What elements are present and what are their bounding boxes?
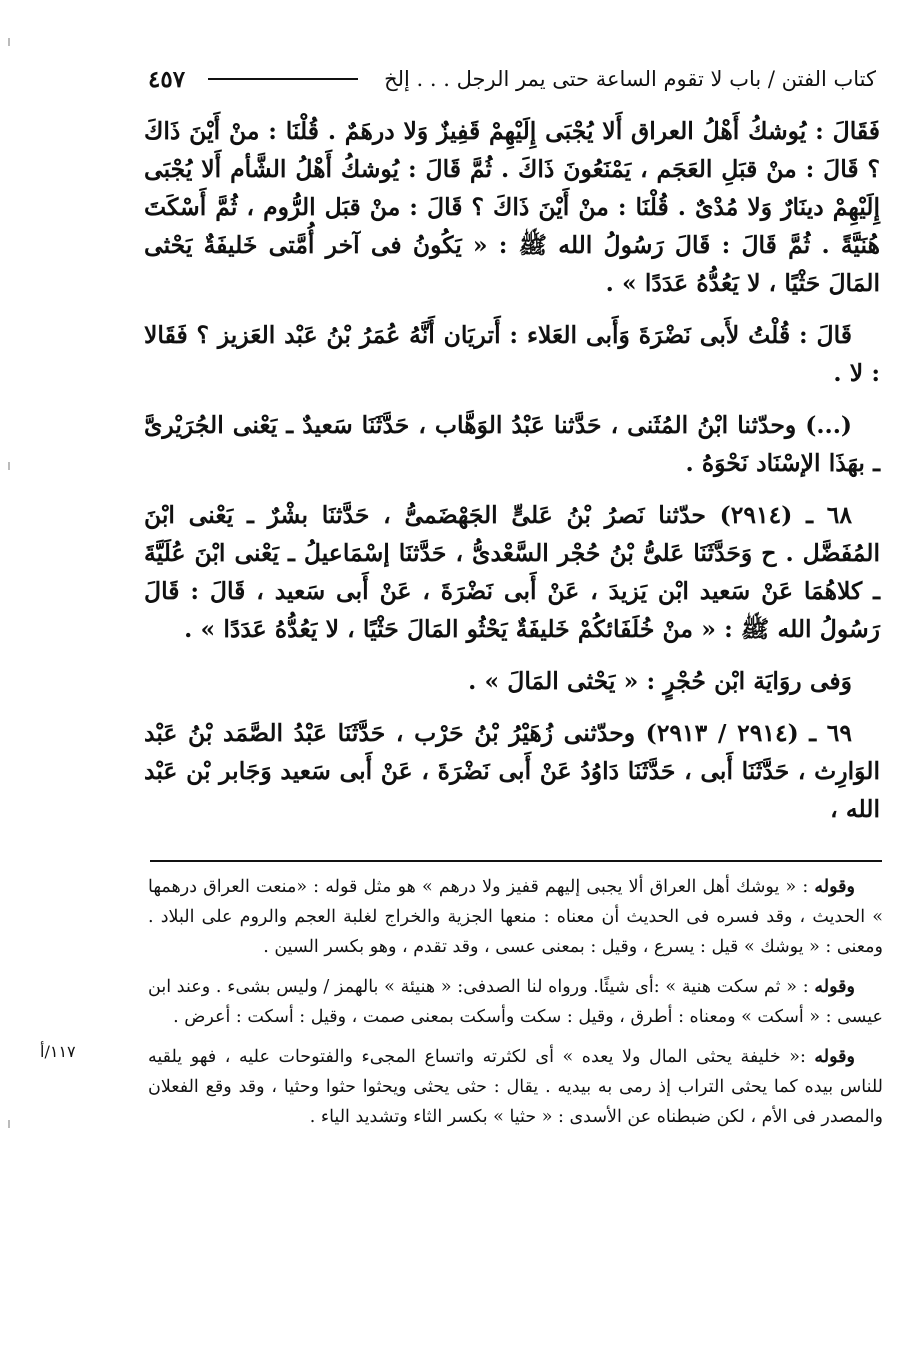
hadith-paragraph: فَقَالَ : يُوشكُ أَهْلُ العراق أَلا يُجْبَى إِلَيْهِمْ قَفِيزٌ وَلا درهَمٌ . قُلْنَا : منْ أَيْنَ ذَاكَ ؟ قَالَ : منْ قبَلِ العَجَم ، يَمْنَعُونَ ذَاكَ . ثُمَّ قَالَ : يُوشكُ أَهْلُ الشَّأم أَلا يُجْبَى إِلَيْهِمْ دينَارٌ وَلا مُدْىٌ . قُلْنَا : منْ أَيْنَ ذَاكَ ؟ قَالَ : منْ قبَل الرُّوم ، ثُمَّ أَسْكَتَ هُنَيَّةً . ثُمَّ قَالَ : قَالَ رَسُولُ الله ﷺ : « يَكُونُ فى آخر أُمَّتى خَليفَةٌ يَحْثى المَالَ حَثْيًا ، لا يَعُدُّهُ عَدَدًا » .	[144, 117, 880, 297]
manuscript-folio-ref: ١١٧/أ	[40, 1042, 76, 1061]
hadith-paragraph: ٦٩ ـ (٢٩١٤ / ٢٩١٣) وحدّثنى زُهَيْرُ بْنُ حَرْب ، حَدَّثَنَا عَبْدُ الصَّمَد بْنُ عَبْد الوَارِث ، حَدَّثَنَا أَبى ، حَدَّثَنَا دَاوُدُ عَنْ أَبى نَضْرَةَ ، عَنْ أَبى سَعيد وَجَابر بْن عَبْد الله ،	[144, 719, 880, 823]
hadith-paragraph: ٦٨ ـ (٢٩١٤) حدّثنا نَصرُ بْنُ عَلىٍّ الجَهْضَمىُّ ، حَدَّثنَا بشْرٌ ـ يَعْنى ابْنَ المُفَضَّل . ح وَحَدَّثَنَا عَلىُّ بْنُ حُجْر السَّعْدىُّ ، حَدَّثنَا إسْمَاعيلُ ـ يَعْنى ابْنَ عُلَيَّةَ ـ كلاهُمَا عَنْ سَعيد ابْن يَزيدَ ، عَنْ أَبى نَضْرَةَ ، عَنْ أَبى سَعيد ، قَالَ : قَالَ رَسُولُ الله ﷺ : « منْ خُلَفَائكُمْ خَليفَةٌ يَحْثُو المَالَ حَثْيًا ، لا يَعُدُّهُ عَدَدًا » .	[144, 501, 880, 643]
running-title: كتاب الفتن / باب لا تقوم الساعة حتى يمر الرجل . . . إلخ	[384, 67, 876, 91]
note-text: : « ثم سكت هنية » :أى شيئًا. ورواه لنا الصدفى: « هنيئة » بالهمز / وليس بشىء . وعند ابن عيسى : « أسكت » ومعناه : أطرق ، وقيل : سكت وأسكت بمعنى صمت ، وقيل : أسكت : أعرض .	[148, 977, 883, 1027]
header-rule	[208, 78, 358, 80]
hadith-paragraph: (...) وحدّثنا ابْنُ المُثَنى ، حَدَّثنا عَبْدُ الوَهَّاب ، حَدَّثَنَا سَعيدٌ ـ يَعْنى الجُرَيْرىَّ ـ بهَذَا الإسْنَاد نَحْوَهُ .	[144, 411, 880, 477]
hadith-text	[144, 112, 880, 842]
note-lead: وقوله	[814, 977, 855, 997]
margin-tick	[8, 38, 10, 46]
note-lead: وقوله	[814, 877, 855, 897]
margin-tick	[8, 462, 10, 470]
commentary-notes	[148, 872, 883, 1142]
margin-tick	[8, 1120, 10, 1128]
note-text: :« خليفة يحثى المال ولا يعده » أى لكثرته واتساع المجىء والفتوحات عليه ، فهو يلقيه للناس بيده كما يحثى التراب إذ رمى به بيديه . يقال : حثى يحثى ويحثوا حثوا وحثيا ، وقد وقع الفعلان والمصدر فى الأم ، لكن ضبطناه عن الأسدى : « حثيا » بكسر الثاء وتشديد الياء .	[148, 1047, 883, 1127]
hadith-paragraph: وَفى روَايَة ابْن حُجْرٍ : « يَحْثى المَالَ » .	[468, 667, 852, 695]
note-text: : « يوشك أهل العراق ألا يجبى إليهم قفيز ولا درهم » هو مثل قوله : «منعت العراق درهمها » الحديث ، وقد فسره فى الحديث أن معناه : منعها الجزية والخراج لغلبة العجم والروم على البلاد . ومعنى : « يوشك » قيل : يسرع ، وقيل : بمعنى عسى ، وقد تقدم ، وهو بكسر السين .	[148, 877, 883, 957]
commentary-paragraph	[148, 972, 883, 1032]
hadith-paragraph: قَالَ : قُلْتُ لأَبى نَضْرَةَ وَأَبى العَلاء : أَتريَان أَنَّهُ عُمَرُ بْنُ عَبْد العَزيز ؟ فَقَالا : لا .	[144, 321, 880, 387]
commentary-paragraph	[148, 1042, 883, 1132]
footnote-separator	[150, 860, 882, 862]
running-header	[148, 62, 876, 96]
page-number: ٤٥٧	[148, 65, 186, 93]
note-lead: وقوله	[814, 1047, 855, 1067]
commentary-paragraph	[148, 872, 883, 962]
